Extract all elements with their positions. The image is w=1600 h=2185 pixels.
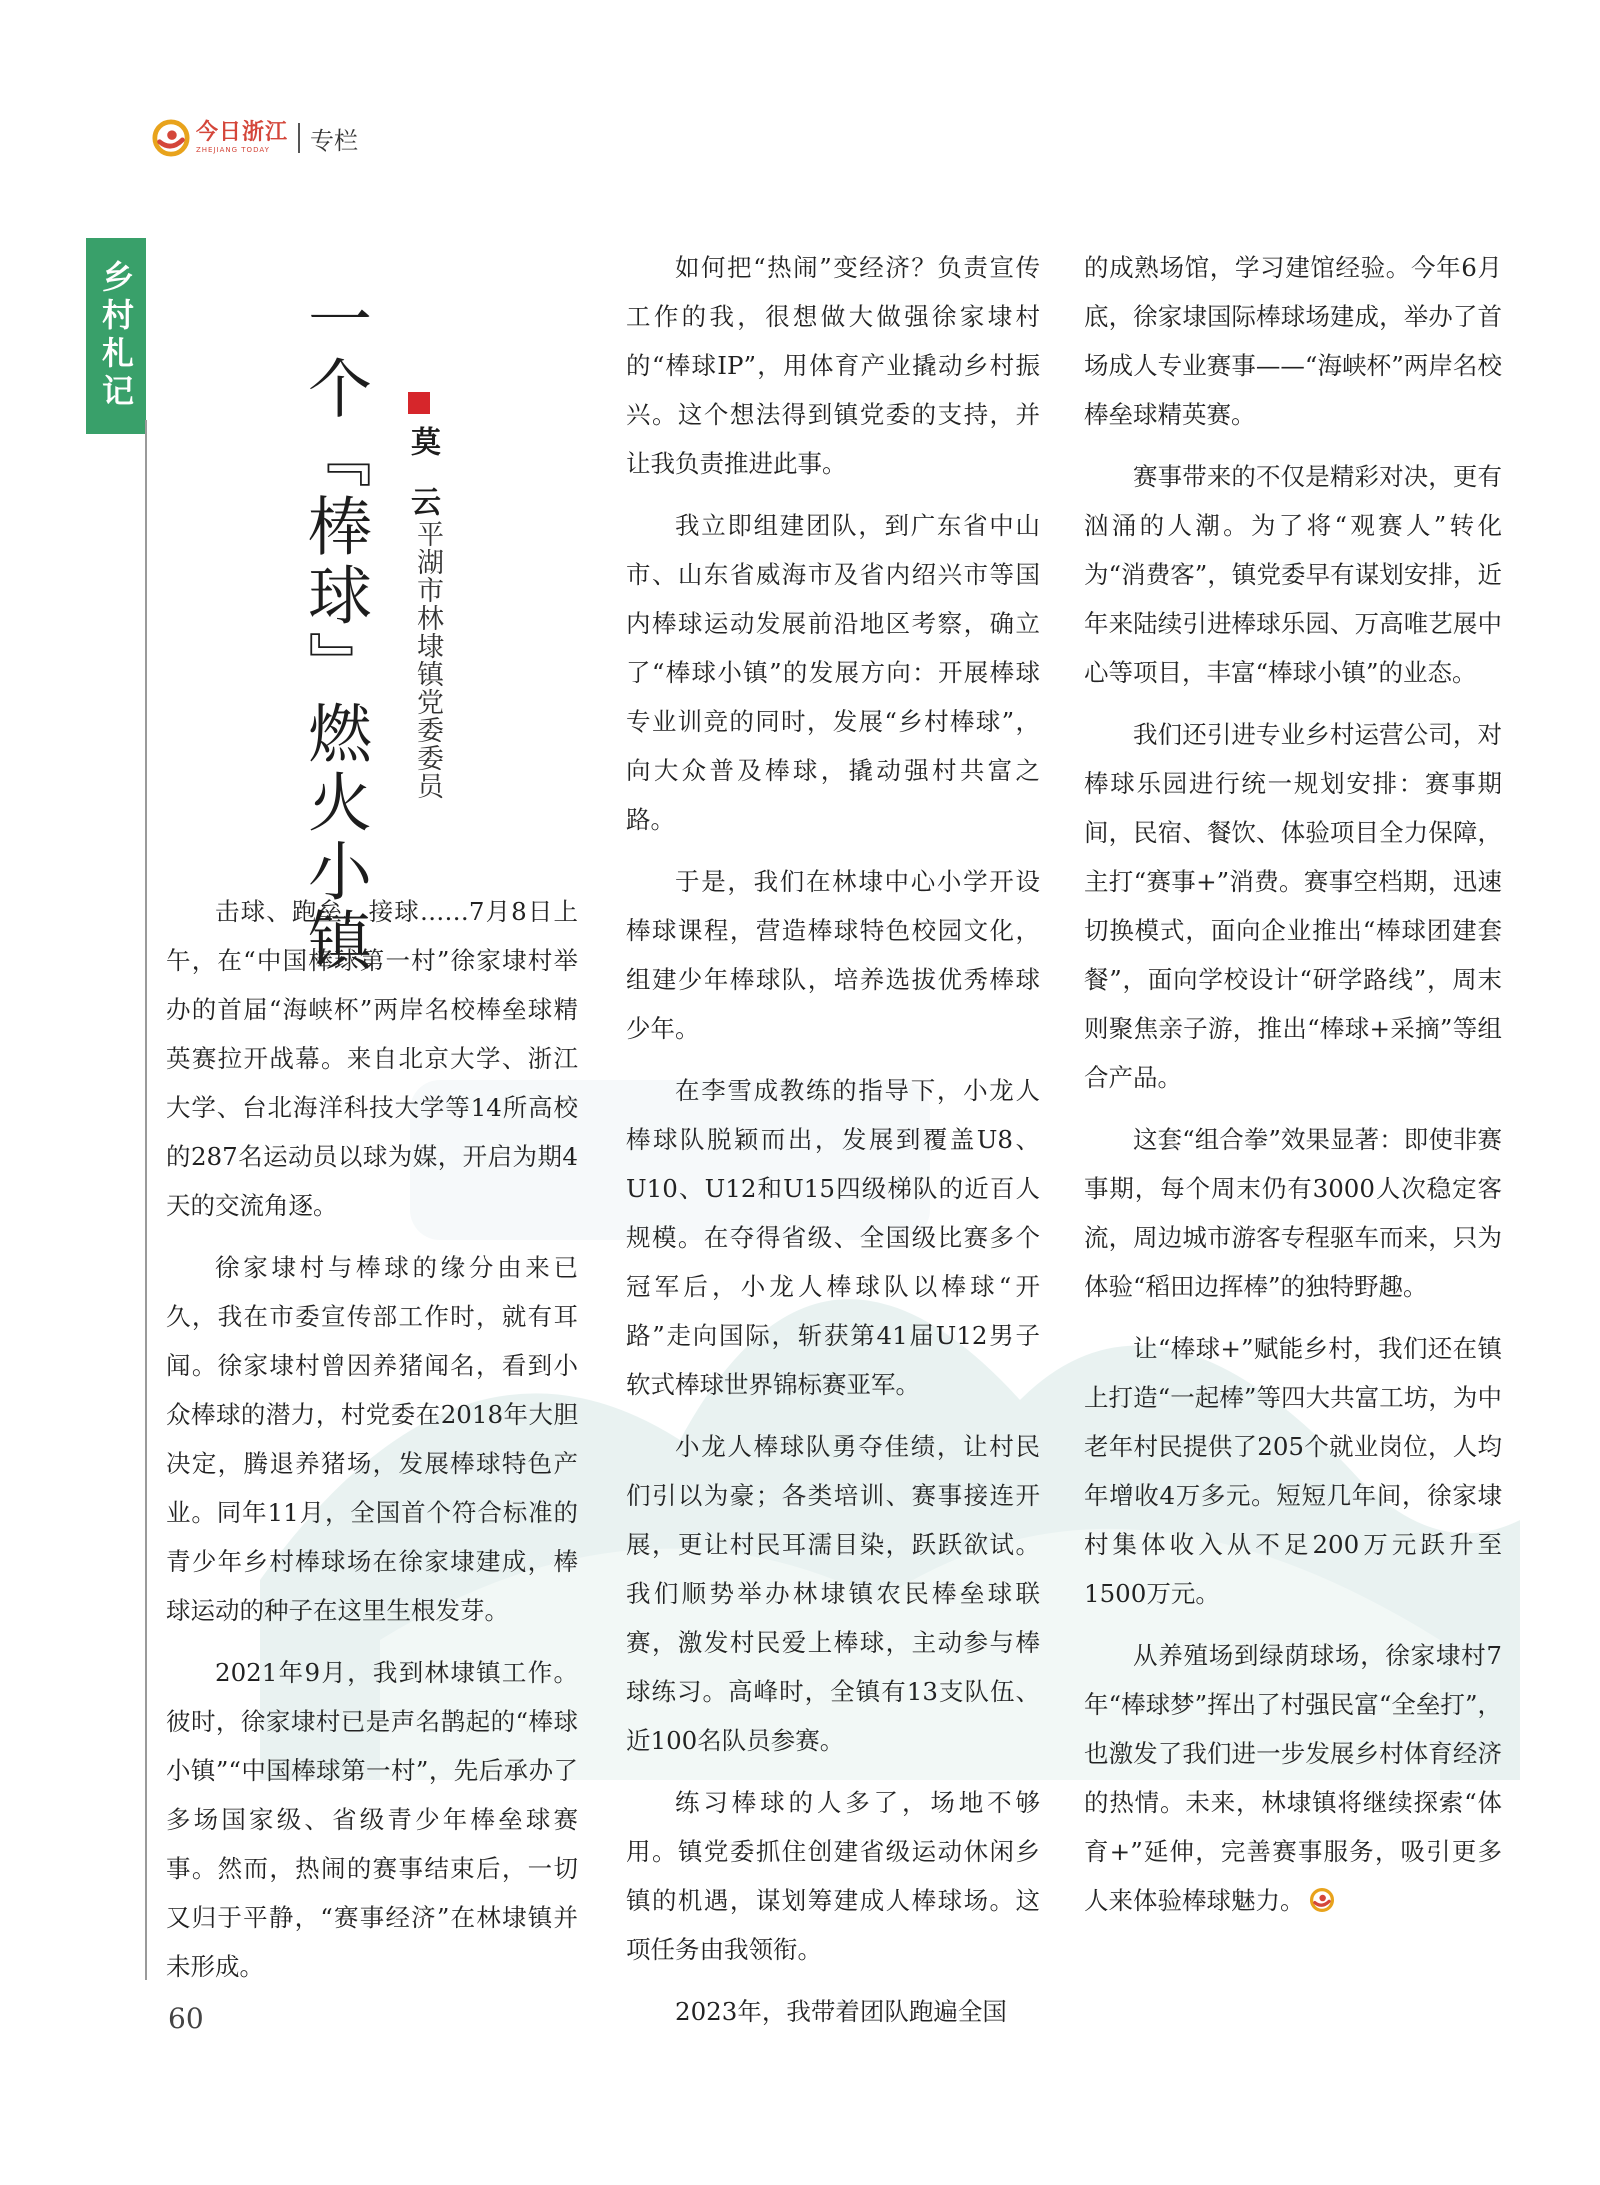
text-column-1 bbox=[166, 887, 578, 2004]
article-title: 一个『棒球』燃火小镇 bbox=[297, 286, 371, 976]
section-label: 专栏 bbox=[310, 126, 359, 155]
zhejiang-today-logo-icon bbox=[152, 119, 190, 157]
page-number: 60 bbox=[168, 2002, 204, 2035]
author-name: 莫云 bbox=[405, 426, 440, 546]
paragraph-final bbox=[1084, 1631, 1502, 1925]
final-paragraph-text: 从养殖场到绿荫球场，徐家埭村7年“棒球梦”挥出了村强民富“全垒打”，也激发了我们进一步发展乡村体育经济的热情。未来，林埭镇将继续探索“体育+”延伸，完善赛事服务，吸引更多人来体验棒球魅力。 bbox=[1084, 1641, 1502, 1915]
paragraph: 让“棒球+”赋能乡村，我们还在镇上打造“一起棒”等四大共富工坊，为中老年村民提供了205个就业岗位，人均年增收4万多元。短短几年间，徐家埭村集体收入从不足200万元跃升至1500万元。 bbox=[1084, 1334, 1502, 1608]
paragraph: 小龙人棒球队勇夺佳绩，让村民们引以为豪；各类培训、赛事接连开展，更让村民耳濡目染，跃跃欲试。我们顺势举办林埭镇农民棒垒球联赛，激发村民爱上棒球，主动参与棒球练习。高峰时，全镇有13支队伍、近100名队员参赛。 bbox=[626, 1432, 1040, 1755]
paragraph: 徐家埭村与棒球的缘分由来已久，我在市委宣传部工作时，就有耳闻。徐家埭村曾因养猪闻名，看到小众棒球的潜力，村党委在2018年大胆决定，腾退养猪场，发展棒球特色产业。同年11月，全国首个符合标准的青少年乡村棒球场在徐家埭建成，棒球运动的种子在这里生根发芽。 bbox=[166, 1253, 578, 1625]
brand bbox=[196, 122, 288, 154]
paragraph: 2021年9月，我到林埭镇工作。彼时，徐家埭村已是声名鹊起的“棒球小镇”“中国棒球第一村”，先后承办了多场国家级、省级青少年棒垒球赛事。然而，热闹的赛事结束后，一切又归于平静，“赛事经济”在林埭镇并未形成。 bbox=[166, 1658, 578, 1981]
paragraph: 如何把“热闹”变经济？负责宣传工作的我，很想做大做强徐家埭村的“棒球IP”，用体育产业撬动乡村振兴。这个想法得到镇党委的支持，并让我负责推进此事。 bbox=[626, 253, 1040, 478]
paragraph-continued: 的成熟场馆，学习建馆经验。今年6月底，徐家埭国际棒球场建成，举办了首场成人专业赛事——“海峡杯”两岸名校棒垒球精英赛。 bbox=[1084, 253, 1502, 429]
brand-subtitle: ZHEJIANG TODAY bbox=[196, 146, 270, 154]
author-marker bbox=[408, 392, 430, 414]
text-column-2 bbox=[626, 243, 1040, 2049]
end-mark-icon bbox=[1309, 1887, 1335, 1913]
paragraph: 于是，我们在林埭中心小学开设棒球课程，营造棒球特色校园文化，组建少年棒球队，培养选拔优秀棒球少年。 bbox=[626, 867, 1040, 1043]
paragraph: 在李雪成教练的指导下，小龙人棒球队脱颖而出，发展到覆盖U8、U10、U12和U15四级梯队的近百人规模。在夺得省级、全国级比赛多个冠军后，小龙人棒球队以棒球“开路”走向国际，斩获第41届U12男子软式棒球世界锦标赛亚军。 bbox=[626, 1076, 1040, 1399]
header-divider bbox=[298, 123, 300, 153]
author-role: 平湖市林埭镇党委委员 bbox=[412, 520, 443, 800]
column-divider-line bbox=[145, 420, 147, 1980]
paragraph: 击球、跑垒、接球……7月8日上午，在“中国棒球第一村”徐家埭村举办的首届“海峡杯”两岸名校棒垒球精英赛拉开战幕。来自北京大学、浙江大学、台北海洋科技大学等14所高校的287名运动员以球为媒，开启为期4天的交流角逐。 bbox=[166, 897, 578, 1220]
text-column-3 bbox=[1084, 243, 1502, 1938]
paragraph: 我立即组建团队，到广东省中山市、山东省威海市及省内绍兴市等国内棒球运动发展前沿地区考察，确立了“棒球小镇”的发展方向：开展棒球专业训竞的同时，发展“乡村棒球”，向大众普及棒球，撬动强村共富之路。 bbox=[626, 511, 1040, 834]
paragraph: 赛事带来的不仅是精彩对决，更有汹涌的人潮。为了将“观赛人”转化为“消费客”，镇党委早有谋划安排，近年来陆续引进棒球乐园、万高唯艺展中心等项目，丰富“棒球小镇”的业态。 bbox=[1084, 462, 1502, 687]
paragraph: 这套“组合拳”效果显著：即使非赛事期，每个周末仍有3000人次稳定客流，周边城市游客专程驱车而来，只为体验“稻田边挥棒”的独特野趣。 bbox=[1084, 1125, 1502, 1301]
paragraph: 2023年，我带着团队跑遍全国 bbox=[675, 1997, 1007, 2026]
brand-name: 今日浙江 bbox=[196, 120, 289, 145]
paragraph: 我们还引进专业乡村运营公司，对棒球乐园进行统一规划安排：赛事期间，民宿、餐饮、体验项目全力保障，主打“赛事+”消费。赛事空档期，迅速切换模式，面向企业推出“棒球团建套餐”，面向学校设计“研学路线”，周末则聚焦亲子游，推出“棒球+采摘”等组合产品。 bbox=[1084, 720, 1502, 1092]
paragraph: 练习棒球的人多了，场地不够用。镇党委抓住创建省级运动休闲乡镇的机遇，谋划筹建成人棒球场。这项任务由我领衔。 bbox=[626, 1788, 1040, 1964]
column-tag: 乡村札记 bbox=[86, 238, 146, 434]
page-header bbox=[152, 118, 358, 158]
